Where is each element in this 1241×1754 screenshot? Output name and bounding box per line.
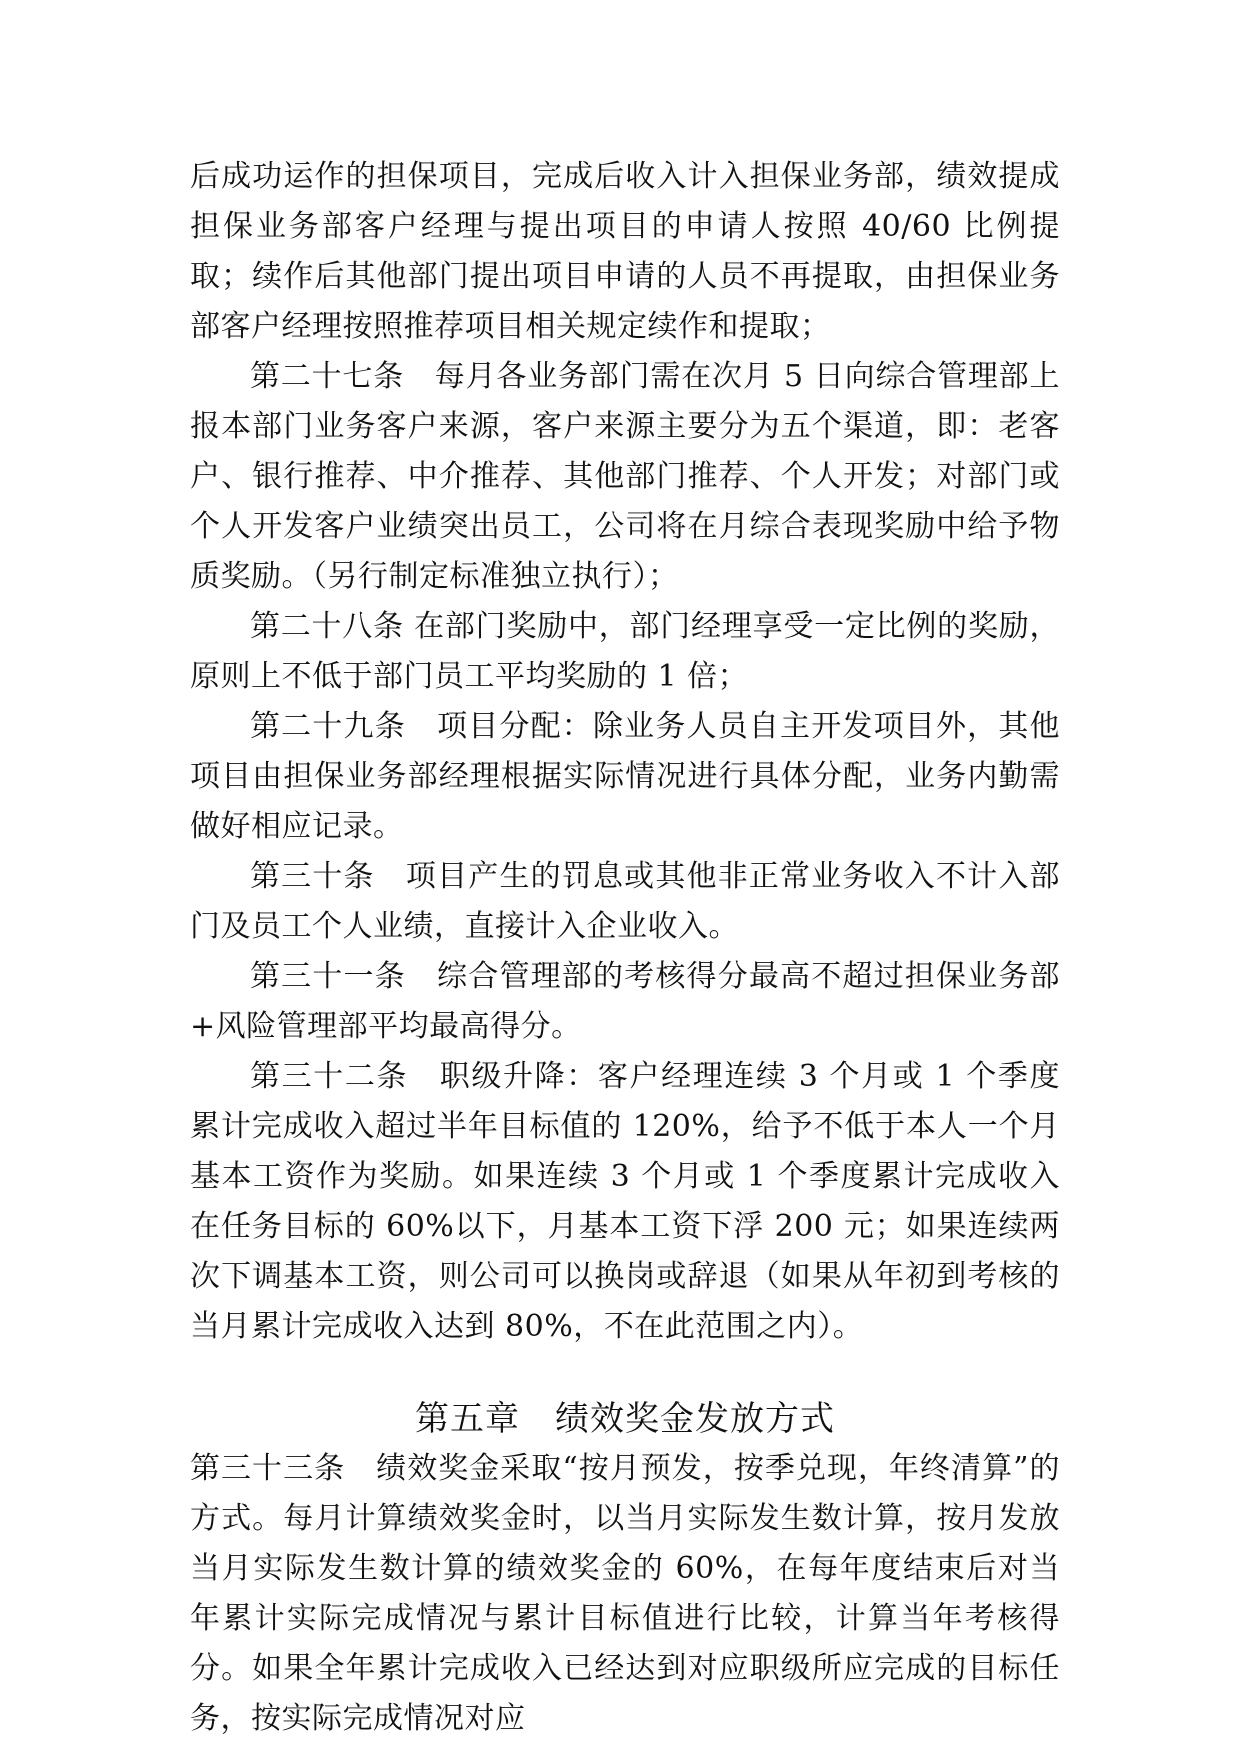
paragraph-article-27: 第二十七条 每月各业务部门需在次月 5 日向综合管理部上报本部门业务客户来源，客户来源主要分为五个渠道，即：老客户、银行推荐、中介推荐、其他部门推荐、个人开发；对部门或个人开发客户业绩突出员工，公司将在月综合表现奖励中给予物质奖励。（另行制定标准独立执行）； xyxy=(190,359,1060,594)
paragraph-article-28: 第二十八条 在部门奖励中，部门经理享受一定比例的奖励，原则上不低于部门员工平均奖励的 1 倍； xyxy=(190,609,1060,694)
paragraph-article-29: 第二十九条 项目分配：除业务人员自主开发项目外，其他项目由担保业务部经理根据实际情况进行具体分配，业务内勤需做好相应记录。 xyxy=(190,709,1060,844)
document-page xyxy=(190,152,1060,1744)
section-spacer xyxy=(190,1352,1060,1394)
paragraph-article-31: 第三十一条 综合管理部的考核得分最高不超过担保业务部+风险管理部平均最高得分。 xyxy=(190,959,1060,1044)
paragraph-article-32: 第三十二条 职级升降：客户经理连续 3 个月或 1 个季度累计完成收入超过半年目标值的 120%，给予不低于本人一个月基本工资作为奖励。如果连续 3 个月或 1 个季度累计完成收入在任务目标的 60%以下，月基本工资下浮 200 元；如果连续两次下调基本工资，则公司可以换岗或辞退（如果从年初到考核的当月累计完成收入达到 80%，不在此范围之内）。 xyxy=(190,1059,1060,1344)
paragraph-article-33: 第三十三条 绩效奖金采取“按月预发，按季兑现，年终清算”的方式。每月计算绩效奖金时，以当月实际发生数计算，按月发放当月实际发生数计算的绩效奖金的 60%，在每年度结束后对当年累计实际完成情况与累计目标值进行比较，计算当年考核得分。如果全年累计完成收入已经达到对应职级所应完成的目标任务，按实际完成情况对应 xyxy=(190,1451,1060,1736)
paragraph-article-30: 第三十条 项目产生的罚息或其他非正常业务收入不计入部门及员工个人业绩，直接计入企业收入。 xyxy=(190,859,1060,944)
paragraph-continuation: 后成功运作的担保项目，完成后收入计入担保业务部，绩效提成担保业务部客户经理与提出项目的申请人按照 40/60 比例提取；续作后其他部门提出项目申请的人员不再提取，由担保业务部客户经理按照推荐项目相关规定续作和提取； xyxy=(190,159,1060,344)
chapter-title: 第五章 绩效奖金发放方式 xyxy=(415,1399,835,1439)
